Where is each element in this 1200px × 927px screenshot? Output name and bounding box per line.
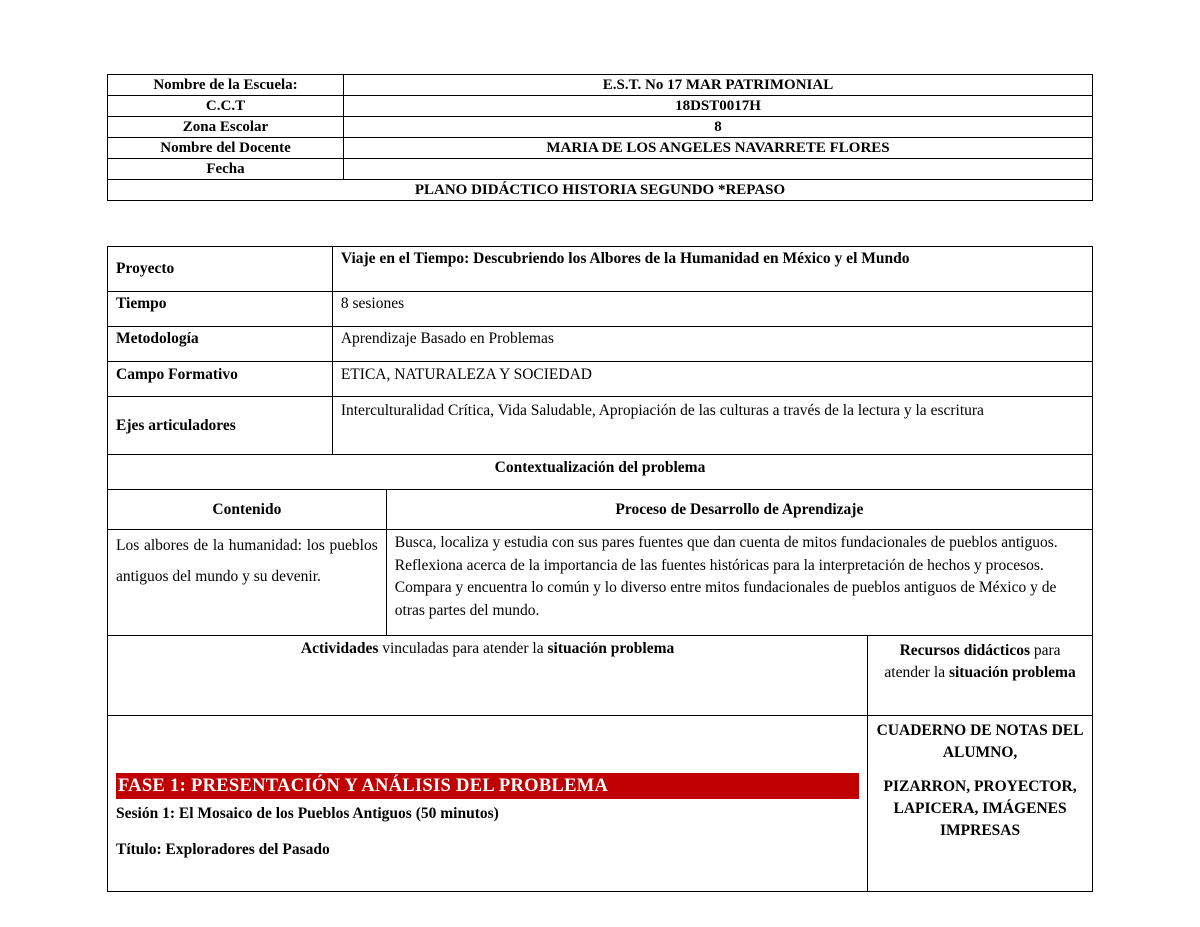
campo-formativo-value: ETICA, NATURALEZA Y SOCIEDAD: [332, 362, 1092, 397]
resources-heading-bold2: situación problema: [948, 664, 1076, 681]
fase-heading: FASE 1: PRESENTACIÓN Y ANÁLISIS DEL PROBLEMA: [116, 773, 859, 799]
activities-heading-text: vinculadas para atender la: [378, 640, 548, 657]
proceso-text: Busca, localiza y estudia con sus pares fuentes que dan cuenta de mitos fundacionales de pueblos antiguos. Reflexiona acerca de la importancia de las fuentes históricas para la interpretación de hechos y procesos. Compara y encuentra lo común y lo diverso entre mitos fundacionales de pueblos antiguos de México y de otras partes del mundo.: [386, 530, 1092, 636]
table-row: [108, 397, 1093, 455]
fecha-value: [344, 159, 1093, 180]
campo-formativo-label: Campo Formativo: [108, 362, 333, 397]
table-row: [108, 96, 1093, 117]
table-row: [108, 117, 1093, 138]
proyecto-value: Viaje en el Tiempo: Descubriendo los Albores de la Humanidad en México y el Mundo: [332, 247, 1092, 292]
table-row: [108, 455, 1093, 490]
metodologia-label: Metodología: [108, 327, 333, 362]
table-row: [108, 362, 1093, 397]
resource-item: CUADERNO DE NOTAS DEL ALUMNO,: [876, 722, 1084, 761]
table-row: [108, 490, 1093, 530]
table-row: [108, 247, 1093, 292]
contenido-heading: Contenido: [108, 490, 387, 530]
fecha-label: Fecha: [108, 159, 344, 180]
docente-value: MARIA DE LOS ANGELES NAVARRETE FLORES: [344, 138, 1093, 159]
table-row: [108, 716, 1093, 892]
ejes-label: Ejes articuladores: [108, 397, 333, 455]
school-name-value: E.S.T. No 17 MAR PATRIMONIAL: [344, 75, 1093, 96]
plan-title: PLANO DIDÁCTICO HISTORIA SEGUNDO *REPASO: [108, 180, 1093, 201]
resources-heading: [868, 636, 1093, 716]
table-row: [108, 138, 1093, 159]
activities-heading: [108, 636, 868, 716]
activities-heading-bold2: situación problema: [547, 640, 675, 657]
school-info-table: [107, 74, 1093, 201]
school-name-label: Nombre de la Escuela:: [108, 75, 344, 96]
table-row: [108, 159, 1093, 180]
resources-heading-text: para atender la: [884, 642, 1061, 681]
table-row: [108, 530, 1093, 636]
resources-heading-bold: Recursos didácticos: [899, 642, 1031, 659]
table-row: [108, 180, 1093, 201]
proceso-heading: Proceso de Desarrollo de Aprendizaje: [386, 490, 1092, 530]
contexto-heading: Contextualización del problema: [108, 455, 1093, 490]
ejes-value: Interculturalidad Crítica, Vida Saludable, Apropiación de las culturas a través de la lectura y la escritura: [332, 397, 1092, 455]
project-table: [107, 246, 1093, 892]
tiempo-value: 8 sesiones: [332, 292, 1092, 327]
activities-heading-bold: Actividades: [300, 640, 379, 657]
zona-label: Zona Escolar: [108, 117, 344, 138]
resources-cell: [868, 716, 1093, 892]
tiempo-label: Tiempo: [108, 292, 333, 327]
table-row: [108, 636, 1093, 716]
table-row: [108, 327, 1093, 362]
metodologia-value: Aprendizaje Basado en Problemas: [332, 327, 1092, 362]
cct-value: 18DST0017H: [344, 96, 1093, 117]
docente-label: Nombre del Docente: [108, 138, 344, 159]
titulo-text: Título: Exploradores del Pasado: [116, 841, 330, 858]
resource-item: PIZARRON, PROYECTOR, LAPICERA, IMÁGENES IMPRESAS: [883, 778, 1077, 839]
table-row: [108, 292, 1093, 327]
contenido-text: Los albores de la humanidad: los pueblos antiguos del mundo y su devenir.: [108, 530, 387, 636]
sesion-title: Sesión 1: El Mosaico de los Pueblos Antiguos (50 minutos): [116, 805, 499, 822]
table-row: [108, 75, 1093, 96]
activities-cell: [108, 716, 868, 892]
proyecto-label: Proyecto: [108, 247, 333, 292]
cct-label: C.C.T: [108, 96, 344, 117]
zona-value: 8: [344, 117, 1093, 138]
